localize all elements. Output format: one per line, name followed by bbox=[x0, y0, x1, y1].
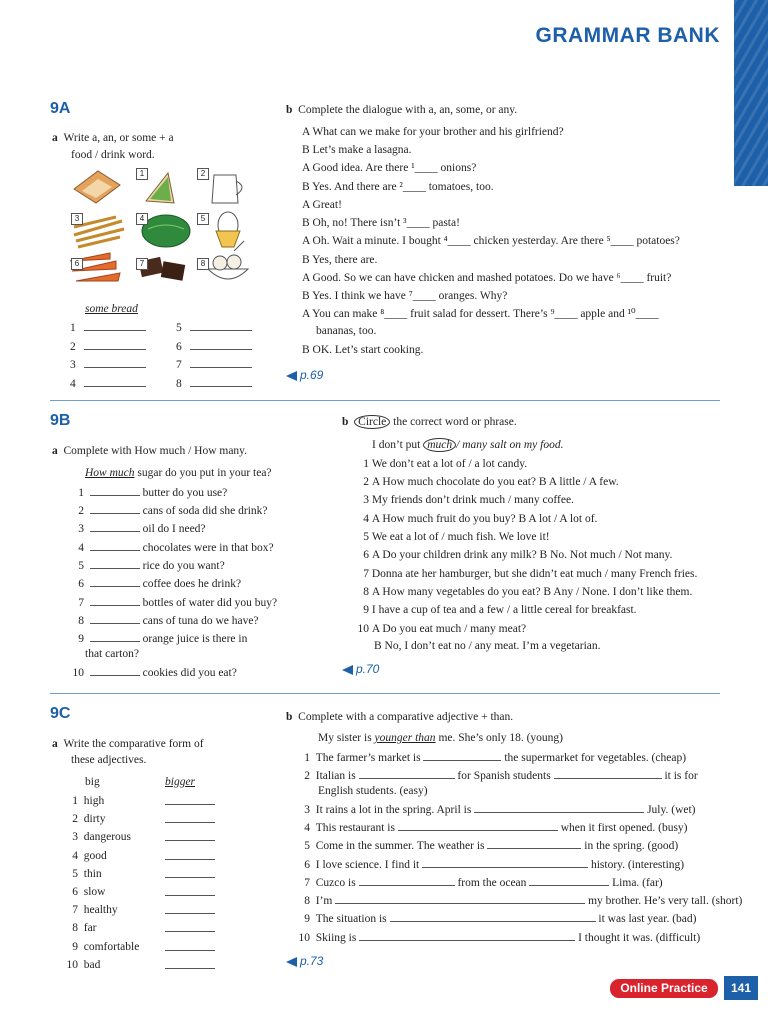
adjective-item: 3 dangerous bbox=[72, 831, 132, 844]
exercise-item: 9 I have a cup of tea and a few / a little cereal for breakfast. bbox=[363, 604, 637, 616]
9c-b-example: My sister is younger than me. She’s only 18. (young) bbox=[318, 732, 564, 744]
exercise-item: 7 Cuzco is from the ocean Lima. (far) bbox=[304, 877, 663, 889]
page-title: GRAMMAR BANK bbox=[535, 24, 720, 47]
exercise-item: 10 cookies did you eat? bbox=[72, 667, 237, 679]
9c-b-instruction: b Complete with a comparative adjective + than. bbox=[286, 711, 514, 723]
sandwich-icon bbox=[146, 173, 174, 203]
answer-line bbox=[165, 830, 215, 845]
toast-icon bbox=[74, 171, 120, 203]
dialogue-line: bananas, too. bbox=[316, 325, 377, 337]
page-number: 141 bbox=[724, 976, 758, 1000]
exercise-item: 6 I love science. I find it history. (interesting) bbox=[304, 859, 685, 871]
pic-number: 7 bbox=[136, 258, 148, 270]
answer-line bbox=[165, 958, 215, 973]
exercise-item: 6 A Do your children drink any milk? B No. Not much / Not many. bbox=[363, 549, 673, 561]
answer-line bbox=[165, 940, 215, 955]
9b-example: How much sugar do you put in your tea? bbox=[85, 467, 272, 479]
exercise-item: 2 A How much chocolate do you eat? B A little / A few. bbox=[363, 476, 619, 488]
9b-b-instruction: b Circle the correct word or phrase. bbox=[342, 416, 517, 428]
exercise-item: 4 This restaurant is when it first opened. (busy) bbox=[304, 822, 688, 834]
pic-number: 6 bbox=[71, 258, 83, 270]
exercise-item: 2 cans of soda did she drink? bbox=[78, 505, 268, 517]
dialogue-line: A Oh. Wait a minute. I bought ⁴____ chicken yesterday. Are there ⁵____ potatoes? bbox=[302, 235, 680, 247]
exercise-item: 3 It rains a lot in the spring. April is July. (wet) bbox=[304, 804, 696, 816]
exercise-item: 1 We don’t eat a lot of / a lot candy. bbox=[363, 458, 528, 470]
pic-number: 5 bbox=[197, 213, 209, 225]
9a-example: some bread bbox=[85, 303, 138, 315]
pic-number: 2 bbox=[197, 168, 209, 180]
arrow-left-icon bbox=[342, 665, 353, 675]
answer-line: 2 bbox=[70, 339, 146, 354]
exercise-item: 1 The farmer’s market is the supermarket for vegetables. (cheap) bbox=[304, 752, 687, 764]
9c-a-instruction: a Write the comparative form of bbox=[52, 738, 204, 750]
answer-line bbox=[165, 812, 215, 827]
9c-example-word: big bbox=[85, 776, 100, 788]
milk-jug-icon bbox=[212, 175, 242, 203]
dialogue-line: B Yes. I think we have ⁷____ oranges. Why? bbox=[302, 290, 508, 302]
answer-line bbox=[165, 903, 215, 918]
section-divider bbox=[50, 693, 720, 694]
side-stripe bbox=[734, 0, 768, 186]
arrow-left-icon bbox=[286, 371, 297, 381]
dialogue-line: A Great! bbox=[302, 199, 342, 211]
answer-line: 4 bbox=[70, 376, 146, 391]
exercise-item: 8 cans of tuna do we have? bbox=[78, 615, 259, 627]
exercise-item: 3 oil do I need? bbox=[78, 523, 206, 535]
9c-a-instruction-2: these adjectives. bbox=[71, 754, 147, 766]
answer-line bbox=[165, 867, 215, 882]
answer-line: 5 bbox=[176, 320, 252, 335]
exercise-item: that carton? bbox=[85, 648, 139, 660]
answer-line: 3 bbox=[70, 357, 146, 372]
pic-number: 8 bbox=[197, 258, 209, 270]
adjective-item: 5 thin bbox=[72, 867, 102, 880]
exercise-item: 10 A Do you eat much / many meat? bbox=[357, 623, 527, 635]
exercise-item: 5 We eat a lot of / much fish. We love it! bbox=[363, 531, 550, 543]
arrow-left-icon bbox=[286, 957, 297, 967]
9b-b-example: I don’t put much / many salt on my food. bbox=[372, 439, 564, 451]
section-9c-heading: 9C bbox=[50, 705, 71, 722]
exercise-item: 4 chocolates were in that box? bbox=[78, 542, 274, 554]
dialogue-line: A Good idea. Are there ¹____ onions? bbox=[302, 162, 477, 174]
exercise-item: 3 My friends don’t drink much / many coffee. bbox=[363, 494, 574, 506]
answer-line: 1 bbox=[70, 320, 146, 335]
answer-line bbox=[165, 794, 215, 809]
page-reference-link[interactable]: p.69 bbox=[286, 368, 323, 382]
9a-a-instruction: a Write a, an, or some + a bbox=[52, 132, 174, 144]
exercise-item: 4 A How much fruit do you buy? B A lot / A lot of. bbox=[363, 513, 598, 525]
food-pictures bbox=[68, 165, 258, 295]
online-practice-badge[interactable]: Online Practice bbox=[610, 979, 718, 998]
exercise-item: 8 I’m my brother. He’s very tall. (short) bbox=[304, 895, 743, 907]
pic-number: 4 bbox=[136, 213, 148, 225]
pic-number: 1 bbox=[136, 168, 148, 180]
dialogue-line: B Let’s make a lasagna. bbox=[302, 144, 412, 156]
section-9a-heading: 9A bbox=[50, 100, 71, 117]
egg-icon bbox=[216, 212, 240, 247]
exercise-item: 1 butter do you use? bbox=[78, 487, 228, 499]
answer-line: 7 bbox=[176, 357, 252, 372]
page-reference-link[interactable]: p.70 bbox=[342, 662, 379, 676]
adjective-item: 2 dirty bbox=[72, 813, 106, 826]
answer-line: 6 bbox=[176, 339, 252, 354]
exercise-item: 2 Italian is for Spanish students it is for bbox=[304, 770, 698, 782]
answer-line bbox=[165, 885, 215, 900]
dialogue-line: B Oh, no! There isn’t ³____ pasta! bbox=[302, 217, 460, 229]
exercise-item: 6 coffee does he drink? bbox=[78, 578, 242, 590]
exercise-item: English students. (easy) bbox=[318, 785, 428, 797]
adjective-item: 10 bad bbox=[66, 958, 101, 971]
exercise-item: 10 Skiing is I thought it was. (difficult) bbox=[298, 932, 701, 944]
lettuce-icon bbox=[142, 215, 190, 247]
exercise-item: B No, I don’t eat no / any meat. I’m a vegetarian. bbox=[374, 640, 601, 652]
page-reference-link[interactable]: p.73 bbox=[286, 954, 323, 968]
exercise-item: 9 The situation is it was last year. (bad) bbox=[304, 913, 697, 925]
adjective-item: 9 comfortable bbox=[72, 940, 140, 953]
9c-example-answer: bigger bbox=[165, 776, 196, 788]
dialogue-line: B Yes, there are. bbox=[302, 254, 378, 266]
adjective-item: 8 far bbox=[72, 922, 97, 935]
answer-line bbox=[165, 849, 215, 864]
answer-line bbox=[165, 921, 215, 936]
exercise-item: 7 Donna ate her hamburger, but she didn’t eat much / many French fries. bbox=[363, 568, 698, 580]
adjective-item: 7 healthy bbox=[72, 904, 118, 917]
dialogue-line: B Yes. And there are ²____ tomatoes, too. bbox=[302, 181, 494, 193]
exercise-item: 7 bottles of water did you buy? bbox=[78, 597, 278, 609]
exercise-item: 5 rice do you want? bbox=[78, 560, 225, 572]
adjective-item: 1 high bbox=[72, 795, 105, 807]
pic-number: 3 bbox=[71, 213, 83, 225]
answer-line: 8 bbox=[176, 376, 252, 391]
adjective-item: 4 good bbox=[72, 849, 107, 862]
exercise-item: 5 Come in the summer. The weather is in the spring. (good) bbox=[304, 840, 679, 852]
9a-a-instruction-2: food / drink word. bbox=[71, 149, 155, 161]
9a-b-instruction: b Complete the dialogue with a, an, some, or any. bbox=[286, 104, 518, 116]
dialogue-line: A You can make ⁸____ fruit salad for dessert. There’s ⁹____ apple and ¹⁰____ bbox=[302, 308, 659, 320]
section-9b-heading: 9B bbox=[50, 412, 71, 429]
dialogue-line: A What can we make for your brother and his girlfriend? bbox=[302, 126, 564, 138]
section-divider bbox=[50, 400, 720, 401]
dialogue-line: A Good. So we can have chicken and mashed potatoes. Do we have ⁶____ fruit? bbox=[302, 272, 672, 284]
dialogue-line: B OK. Let’s start cooking. bbox=[302, 344, 424, 356]
exercise-item: 9 orange juice is there in bbox=[78, 633, 248, 645]
9b-a-instruction: a Complete with How much / How many. bbox=[52, 445, 248, 457]
adjective-item: 6 slow bbox=[72, 886, 106, 898]
exercise-item: 8 A How many vegetables do you eat? B Any / None. I don’t like them. bbox=[363, 586, 693, 598]
